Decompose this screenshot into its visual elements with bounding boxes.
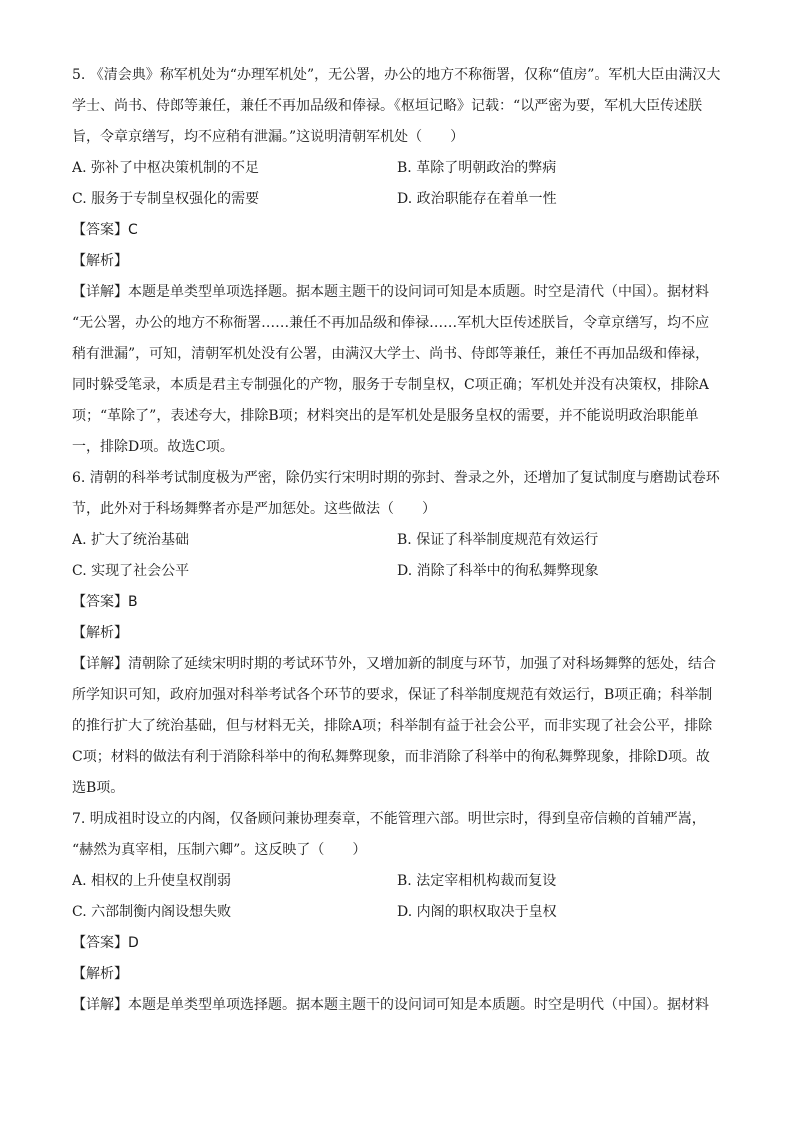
option-c: C. 六部制衡内阁设想失败 (72, 904, 232, 920)
options-row (72, 897, 722, 928)
question-stem-line: 7. 明成祖时设立的内阁，仅备顾问兼协理奏章，不能管理六部。明世宗时，得到皇帝信赖的首辅严嵩， (72, 811, 706, 827)
detail-line: 一，排除D项。故选C项。 (72, 439, 234, 455)
question-stem-line: 6. 清朝的科举考试制度极为严密，除仍实行宋明时期的弥封、誊录之外，还增加了复试制度与磨勘试卷环 (72, 470, 720, 486)
detail-line: 【详解】本题是单类型单项选择题。据本题主题干的设问词可知是本质题。时空是明代（中国）。据材料 (72, 997, 709, 1013)
question-7 (72, 804, 722, 1021)
question-6 (72, 463, 722, 804)
option-a: A. 相权的上升使皇权削弱 (72, 873, 232, 889)
options-row (72, 556, 722, 587)
document-page (72, 60, 722, 1021)
option-c: C. 实现了社会公平 (72, 563, 190, 579)
analysis-label: 【解析】 (72, 625, 128, 641)
detail-line: 选B项。 (72, 780, 125, 796)
options-row (72, 153, 722, 184)
analysis-label: 【解析】 (72, 253, 128, 269)
detail-line: C项；材料的做法有利于消除科举中的徇私舞弊现象，而非消除了科举中的徇私舞弊现象，排除D项。故 (72, 749, 710, 765)
detail-line: “无公署，办公的地方不称衙署……兼任不再加品级和俸禄……军机大臣传述朕旨，令章京缮写，均不应 (72, 315, 710, 331)
option-d: D. 政治职能存在着单一性 (397, 191, 557, 207)
options-row (72, 525, 722, 556)
question-stem-line: 5. 《清会典》称军机处为“办理军机处”，无公署，办公的地方不称衙署，仅称“值房”。军机大臣由满汉大 (72, 67, 721, 83)
analysis-label: 【解析】 (72, 966, 128, 982)
answer-label: 【答案】C (72, 222, 138, 238)
options-row (72, 866, 722, 897)
question-stem-line: 学士、尚书、侍郎等兼任，兼任不再加品级和俸禄。《枢垣记略》记载：“以严密为要，军机大臣传述朕 (72, 98, 703, 114)
question-stem-line: “赫然为真宰相，压制六卿”。这反映了（ ） (72, 842, 367, 858)
detail-line: 同时躲受笔录，本质是君主专制强化的产物，服务于专制皇权，C项正确；军机处并没有决策权，排除A (72, 377, 709, 393)
answer-label: 【答案】D (72, 935, 139, 951)
option-d: D. 消除了科举中的徇私舞弊现象 (397, 563, 599, 579)
option-c: C. 服务于专制皇权强化的需要 (72, 191, 260, 207)
option-a: A. 扩大了统治基础 (72, 532, 190, 548)
detail-line: 稍有泄漏”，可知，清朝军机处没有公署，由满汉大学士、尚书、侍郎等兼任，兼任不再加品级和俸禄， (72, 346, 710, 362)
answer-label: 【答案】B (72, 594, 138, 610)
detail-line: 项；“革除了”，表述夸大，排除B项；材料突出的是军机处是服务皇权的需要，并不能说明政治职能单 (72, 408, 699, 424)
option-a: A. 弥补了中枢决策机制的不足 (72, 160, 260, 176)
detail-line: 的推行扩大了统治基础，但与材料无关，排除A项；科举制有益于社会公平，而非实现了社会公平，排除 (72, 718, 713, 734)
question-5 (72, 60, 722, 463)
question-stem-line: 旨，令章京缮写，均不应稍有泄漏。”这说明清朝军机处（ ） (72, 129, 465, 145)
option-d: D. 内阁的职权取决于皇权 (397, 904, 557, 920)
option-b: B. 法定宰相机构裁而复设 (397, 873, 557, 889)
detail-line: 所学知识可知，政府加强对科举考试各个环节的要求，保证了科举制度规范有效运行，B项正确；科举制 (72, 687, 713, 703)
detail-line: 【详解】清朝除了延续宋明时期的考试环节外，又增加新的制度与环节，加强了对科场舞弊的惩处，结合 (72, 656, 716, 672)
option-b: B. 革除了明朝政治的弊病 (397, 160, 557, 176)
options-row (72, 184, 722, 215)
option-b: B. 保证了科举制度规范有效运行 (397, 532, 599, 548)
detail-line: 【详解】本题是单类型单项选择题。据本题主题干的设问词可知是本质题。时空是清代（中国）。据材料 (72, 284, 709, 300)
question-stem-line: 节，此外对于科场舞弊者亦是严加惩处。这些做法（ ） (72, 501, 436, 517)
